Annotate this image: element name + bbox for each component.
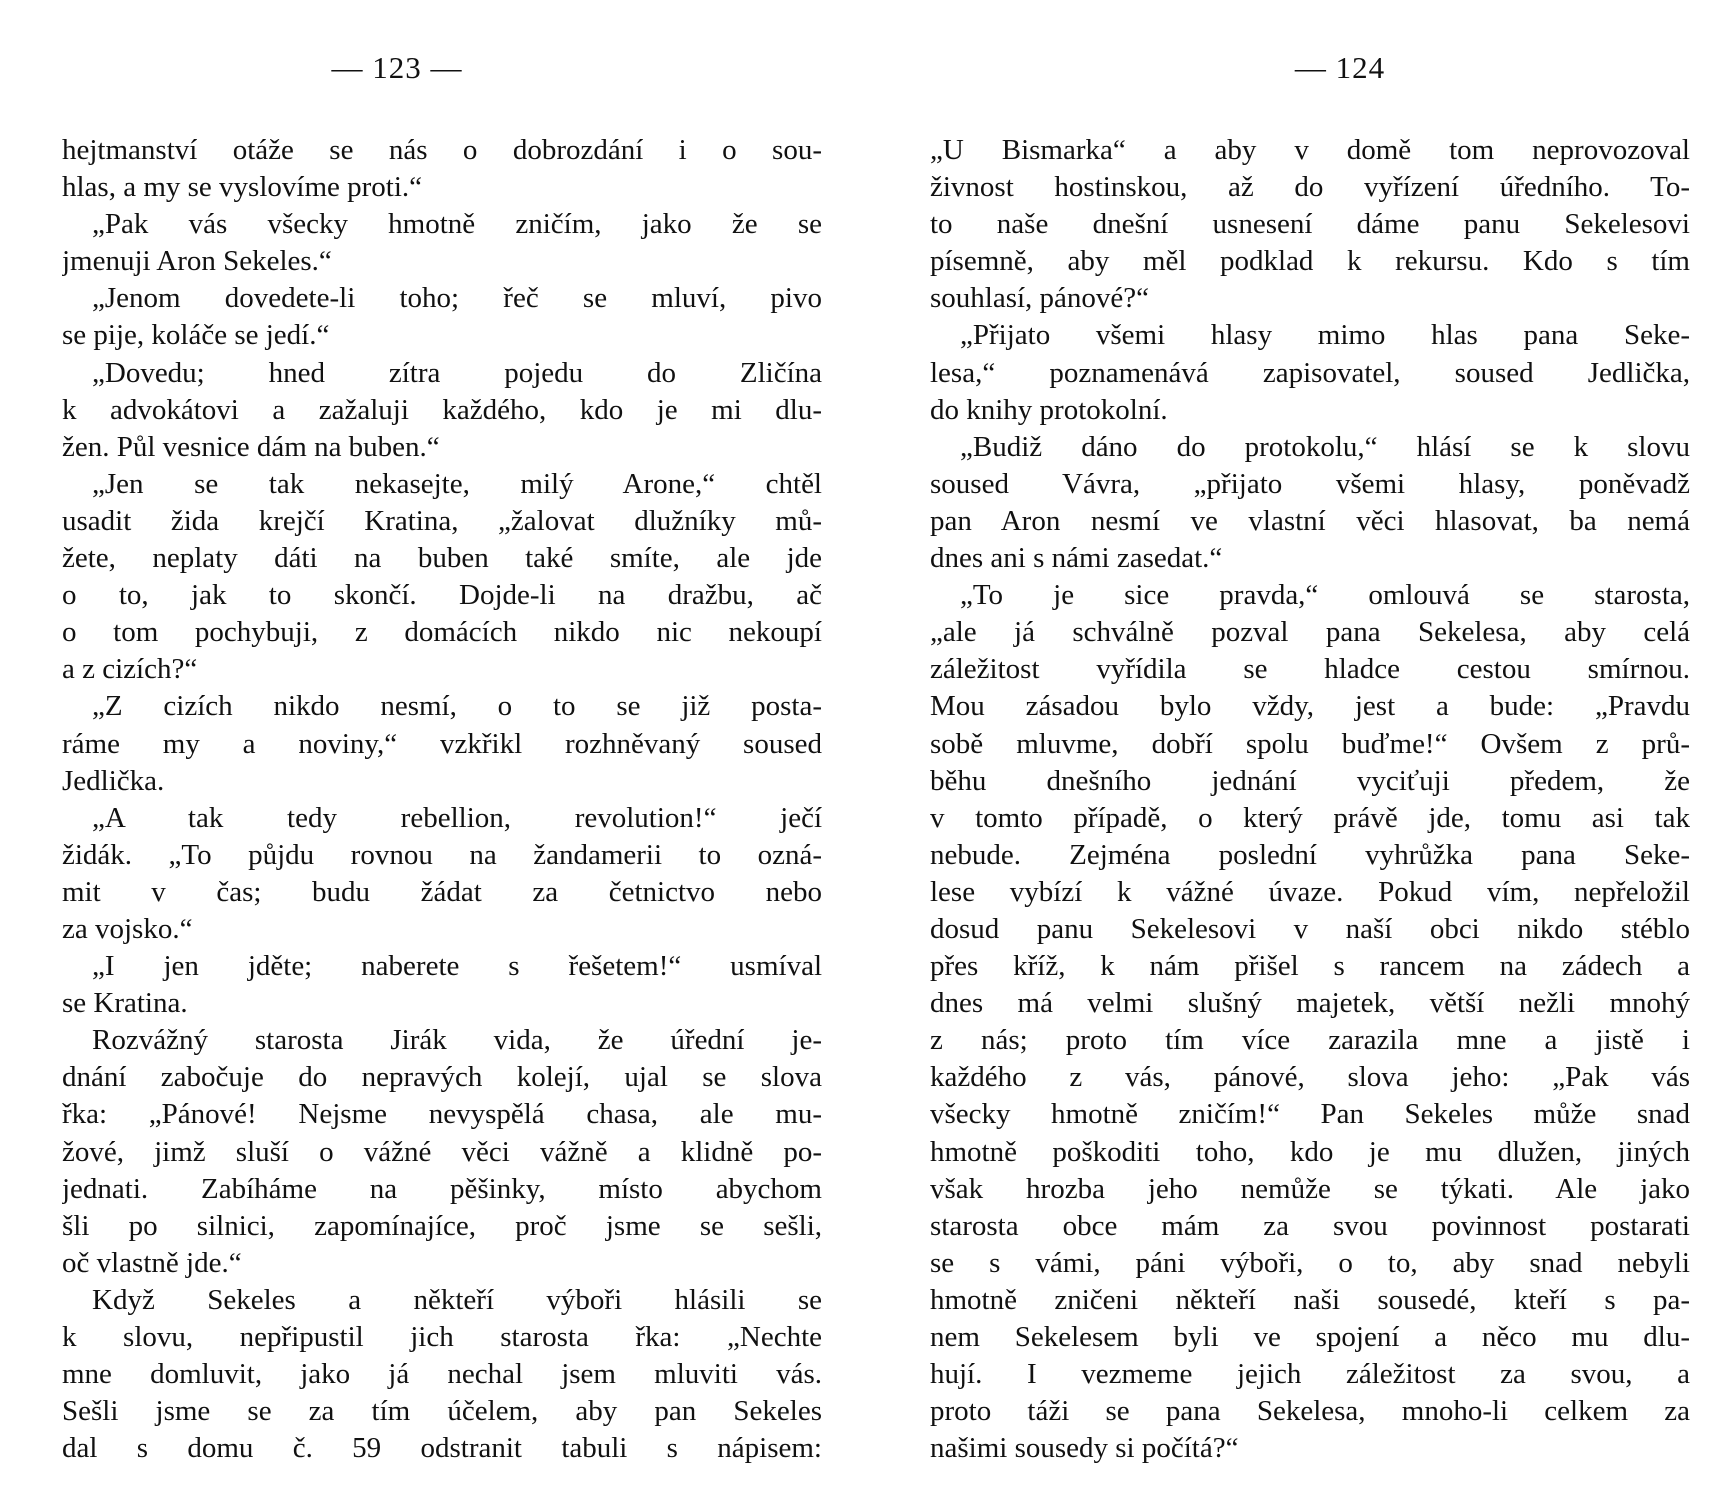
text-line: soused Vávra, „přijato všemi hlasy, poněvadž	[930, 467, 1690, 500]
text-line: Mou zásadou bylo vždy, jest a bude: „Pravdu	[930, 690, 1690, 723]
right-page	[920, 0, 1690, 1500]
text-line: každého z vás, pánové, slova jeho: „Pak vás	[930, 1061, 1690, 1094]
page-text	[930, 132, 1690, 1467]
text-line: „A tak tedy rebellion, revolution!“ ječí	[92, 801, 822, 834]
text-line: však hrozba jeho nemůže se týkati. Ale jako	[930, 1172, 1690, 1205]
text-line: o tom pochybuji, z domácích nikdo nic nekoupí	[62, 616, 822, 649]
text-line: za vojsko.“	[62, 912, 193, 945]
text-line: ráme my a noviny,“ vzkřikl rozhněvaný soused	[62, 727, 822, 760]
text-line: lesa,“ poznamenává zapisovatel, soused Jedlička,	[930, 356, 1690, 389]
text-line: do knihy protokolní.	[930, 393, 1168, 426]
text-line: „Přijato všemi hlasy mimo hlas pana Seke-	[960, 319, 1690, 352]
page-number: — 124	[1294, 50, 1386, 85]
text-line: Jedlička.	[62, 764, 165, 797]
text-line: lese vybízí k vážné úvaze. Pokud vím, nepřeložil	[930, 875, 1690, 908]
text-line: dnes má velmi slušný majetek, větší nežli mnohý	[930, 987, 1690, 1020]
text-line: se s vámi, páni výboři, o to, aby snad nebyli	[930, 1246, 1690, 1279]
text-line: jednati. Zabíháme na pěšinky, místo abychom	[62, 1172, 822, 1205]
text-line: to naše dnešní usnesení dáme panu Sekelesovi	[930, 208, 1690, 241]
text-line: „Dovedu; hned zítra pojedu do Zličína	[92, 356, 822, 389]
text-line: našimi sousedy si počítá?“	[930, 1432, 1239, 1465]
text-line: Když Sekeles a někteří výboři hlásili se	[92, 1283, 822, 1316]
text-line: mit v čas; budu žádat za četnictvo nebo	[62, 875, 822, 908]
text-line: dosud panu Sekelesovi v naší obci nikdo stéblo	[930, 912, 1690, 945]
text-line: a z cizích?“	[62, 653, 198, 686]
text-line: „ale já schválně pozval pana Sekelesa, aby celá	[930, 616, 1690, 649]
text-line: živnost hostinskou, až do vyřízení úředního. To-	[930, 171, 1690, 204]
text-line: řka: „Pánové! Nejsme nevyspělá chasa, ale mu-	[62, 1098, 822, 1131]
text-line: se Kratina.	[62, 987, 188, 1020]
text-line: jmenuji Aron Sekeles.“	[62, 245, 332, 278]
text-line: nem Sekelesem byli ve spojení a něco mu dlu-	[930, 1321, 1690, 1353]
left-page	[52, 0, 822, 1500]
text-line: hlas, a my se vyslovíme proti.“	[62, 171, 423, 204]
text-line: písemně, aby měl podklad k rekursu. Kdo s tím	[930, 245, 1690, 278]
text-line: „Jen se tak nekasejte, milý Arone,“ chtěl	[92, 467, 822, 500]
text-line: Sešli jsme se za tím účelem, aby pan Sekeles	[62, 1395, 822, 1428]
text-line: z nás; proto tím více zarazila mne a jistě i	[930, 1024, 1690, 1057]
text-line: oč vlastně jde.“	[62, 1246, 242, 1279]
text-line: k slovu, nepřipustil jich starosta řka: „Nechte	[62, 1321, 822, 1353]
page-text	[62, 132, 822, 1467]
text-line: „Z cizích nikdo nesmí, o to se již posta-	[92, 690, 822, 723]
text-line: usadit žida krejčí Kratina, „žalovat dlužníky mů-	[62, 504, 822, 537]
text-line: proto táži se pana Sekelesa, mnoho-li celkem za	[930, 1395, 1690, 1428]
text-line: hejtmanství otáže se nás o dobrozdání i o sou-	[62, 134, 822, 166]
text-line: dnání zabočuje do nepravých kolejí, ujal se slova	[62, 1061, 822, 1094]
text-line: „I jen jděte; naberete s řešetem!“ usmíval	[92, 950, 822, 983]
text-line: židák. „To půjdu rovnou na žandamerii to ozná-	[62, 838, 822, 871]
text-line: sobě mluvme, dobří spolu buďme!“ Ovšem z prů-	[930, 727, 1690, 760]
text-line: Rozvážný starosta Jirák vida, že úřední je-	[92, 1024, 822, 1057]
text-line: dal s domu č. 59 odstranit tabuli s nápisem:	[62, 1432, 822, 1465]
text-line: hmotně zničeni někteří naši sousedé, kteří s pa-	[930, 1283, 1690, 1316]
text-line: šli po silnici, zapomínajíce, proč jsme se sešli,	[62, 1209, 822, 1242]
text-line: k advokátovi a zažaluji každého, kdo je mi dlu-	[62, 393, 822, 426]
text-line: souhlasí, pánové?“	[930, 282, 1150, 315]
text-line: mne domluvit, jako já nechal jsem mluviti vás.	[62, 1358, 822, 1391]
text-line: o to, jak to skončí. Dojde-li na dražbu, ač	[62, 579, 822, 612]
text-line: žete, neplaty dáti na buben také smíte, ale jde	[62, 542, 822, 575]
text-line: přes kříž, k nám přišel s rancem na zádech a	[930, 950, 1690, 983]
text-line: hmotně poškoditi toho, kdo je mu dlužen, jiných	[930, 1135, 1690, 1168]
text-line: starosta obce mám za svou povinnost postarati	[930, 1209, 1690, 1242]
text-line: žové, jimž sluší o vážné věci vážně a klidně po-	[62, 1135, 822, 1168]
page-number: — 123 —	[331, 50, 463, 85]
text-line: záležitost vyřídila se hladce cestou smírnou.	[930, 653, 1690, 686]
text-line: „Pak vás všecky hmotně zničím, jako že se	[92, 208, 822, 241]
text-line: „Jenom dovedete-li toho; řeč se mluví, pivo	[92, 282, 822, 315]
text-line: nebude. Zejména poslední vyhrůžka pana Seke-	[930, 838, 1690, 871]
text-line: „U Bismarka“ a aby v domě tom neprovozoval	[930, 134, 1690, 166]
text-line: „To je sice pravda,“ omlouvá se starosta,	[960, 579, 1690, 612]
text-line: pan Aron nesmí ve vlastní věci hlasovat, ba nemá	[930, 504, 1690, 537]
text-line: hují. I vezmeme jejich záležitost za svou, a	[930, 1358, 1690, 1391]
text-line: žen. Půl vesnice dám na buben.“	[62, 430, 440, 463]
text-line: „Budiž dáno do protokolu,“ hlásí se k slovu	[960, 430, 1690, 463]
text-line: všecky hmotně zničím!“ Pan Sekeles může snad	[930, 1098, 1690, 1131]
text-line: dnes ani s námi zasedat.“	[930, 542, 1223, 575]
text-line: běhu dnešního jednání vyciťuji předem, že	[930, 764, 1690, 797]
text-line: v tomto případě, o který právě jde, tomu asi tak	[930, 801, 1690, 834]
text-line: se pije, koláče se jedí.“	[62, 319, 330, 352]
